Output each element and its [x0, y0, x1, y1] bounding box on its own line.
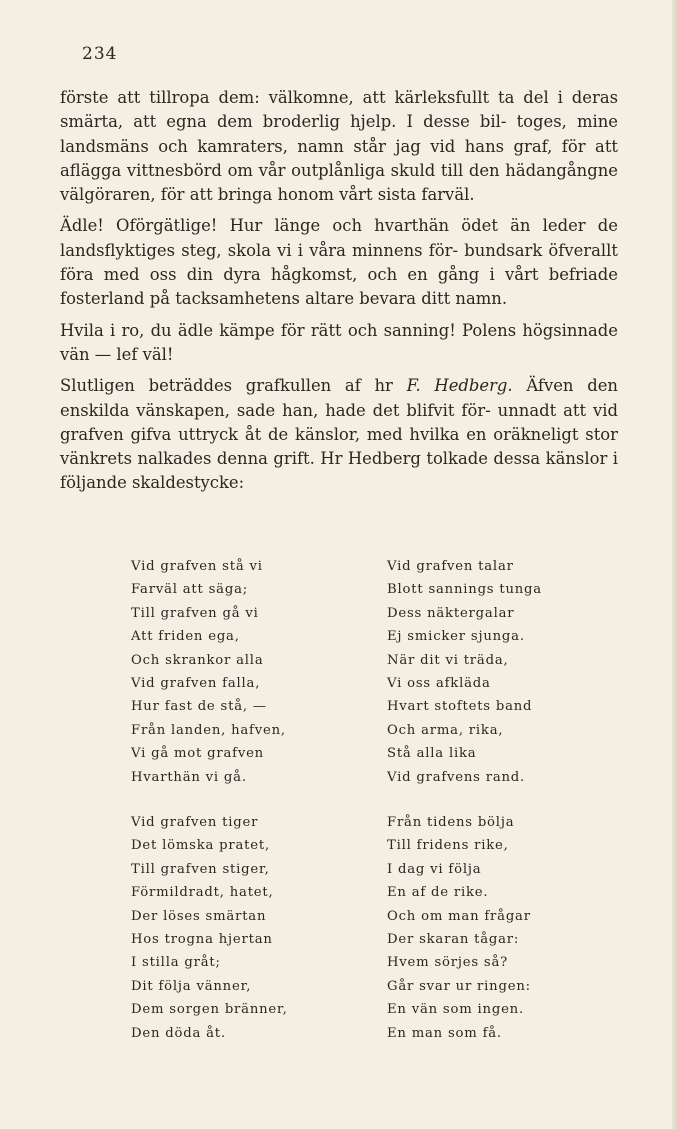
verse-line: Och arma, rika,	[387, 722, 504, 738]
verse-line: Till fridens rike,	[387, 838, 509, 854]
verse-line: Hur fast de stå, —	[131, 699, 267, 715]
verse-line: En vän som ingen.	[387, 1002, 524, 1018]
prose-body	[60, 86, 618, 496]
verse-line: Blott sannings tunga	[387, 582, 542, 598]
verse-line: Hvarthän vi gå.	[131, 769, 247, 785]
verse-line: När dit vi träda,	[387, 652, 509, 668]
verse-line: Vid grafvens rand.	[387, 769, 526, 785]
verse-line: Och om man frågar	[387, 908, 531, 924]
verse-line: Stå alla lika	[387, 746, 477, 762]
paragraph: Hvila i ro, du ädle kämpe för rätt och sanning! Polens högsinnade vän — lef väl!	[60, 320, 618, 364]
paragraph-text: Slutligen beträddes grafkullen af hr	[60, 376, 407, 396]
verse-line: Och skrankor alla	[131, 652, 264, 668]
page-number: 234	[82, 44, 118, 64]
verse-line: Ej smicker sjunga.	[387, 629, 525, 645]
verse-line: Dem sorgen bränner,	[131, 1002, 288, 1018]
verse-line: Dess näktergalar	[387, 605, 515, 621]
paragraph-text: Äfven den enskilda vänskapen, sade han, hade det blifvit för- unnadt att vid grafven gifva uttryck åt de känslor, med hvilka en oräkneligt stor vänkrets nalkades denna grift. Hr Hedberg tolkade dessa känslor i följande skaldestycke:	[60, 376, 618, 493]
verse-line: Att friden ega,	[131, 629, 240, 645]
verse-line: Vid grafven stå vi	[131, 559, 263, 574]
verse-line: Den döda åt.	[131, 1025, 226, 1041]
verse-line: Från tidens bölja	[387, 815, 515, 830]
verse-line: Hvart stoftets band	[387, 699, 533, 715]
verse-line: Vid grafven falla,	[131, 675, 261, 691]
paragraph: förste att tillropa dem: välkomne, att kärleksfullt ta del i deras smärta, att egna dem broderlig hjelp. I desse bil- toges, mine landsmäns och kamraters, namn står jag vid hans graf, för att aflägga vittnesbörd om vår outplånliga skuld till den hädangångne välgöraren, för att bringa honom vårt sista farväl.	[60, 88, 618, 205]
verse-line: En man som få.	[387, 1025, 502, 1041]
verse-line: Från landen, hafven,	[131, 722, 286, 738]
author-name: F. Hedberg.	[406, 376, 513, 396]
poem-stanza	[387, 555, 542, 789]
verse-line: Hos trogna hjertan	[131, 931, 273, 947]
verse-line: Dit följa vänner,	[131, 978, 252, 994]
verse-line: Förmildradt, hatet,	[131, 885, 274, 901]
paragraph: Ädle! Oförgätlige! Hur länge och hvarthän ödet än leder de landsflyktiges steg, skola vi i våra minnens för- bundsark öfverallt föra med oss din dyra hågkomst, och en gång i vårt befriade fosterland på tacksamhetens altare bevara ditt namn.	[60, 216, 618, 309]
verse-line: Der löses smärtan	[131, 908, 267, 924]
verse-line: En af de rike.	[387, 885, 489, 901]
verse-line: Vi gå mot grafven	[131, 746, 264, 762]
verse-line: Vid grafven talar	[387, 559, 514, 574]
verse-line: Der skaran tågar:	[387, 931, 520, 947]
verse-line: I dag vi följa	[387, 861, 482, 877]
poem-stanza	[131, 555, 286, 789]
verse-line: I stilla gråt;	[131, 955, 221, 971]
verse-line: Går svar ur ringen:	[387, 978, 531, 994]
verse-line: Farväl att säga;	[131, 582, 248, 598]
verse-line: Hvem sörjes så?	[387, 955, 509, 971]
poem-stanza	[387, 811, 531, 1045]
verse-line: Till grafven stiger,	[131, 861, 270, 877]
page-edge	[672, 0, 678, 1129]
verse-line: Det lömska pratet,	[131, 838, 270, 854]
verse-line: Vi oss afkläda	[387, 675, 491, 691]
poem-stanza	[131, 811, 288, 1045]
verse-line: Till grafven gå vi	[131, 605, 259, 621]
verse-line: Vid grafven tiger	[131, 815, 259, 830]
paragraph	[60, 374, 618, 495]
